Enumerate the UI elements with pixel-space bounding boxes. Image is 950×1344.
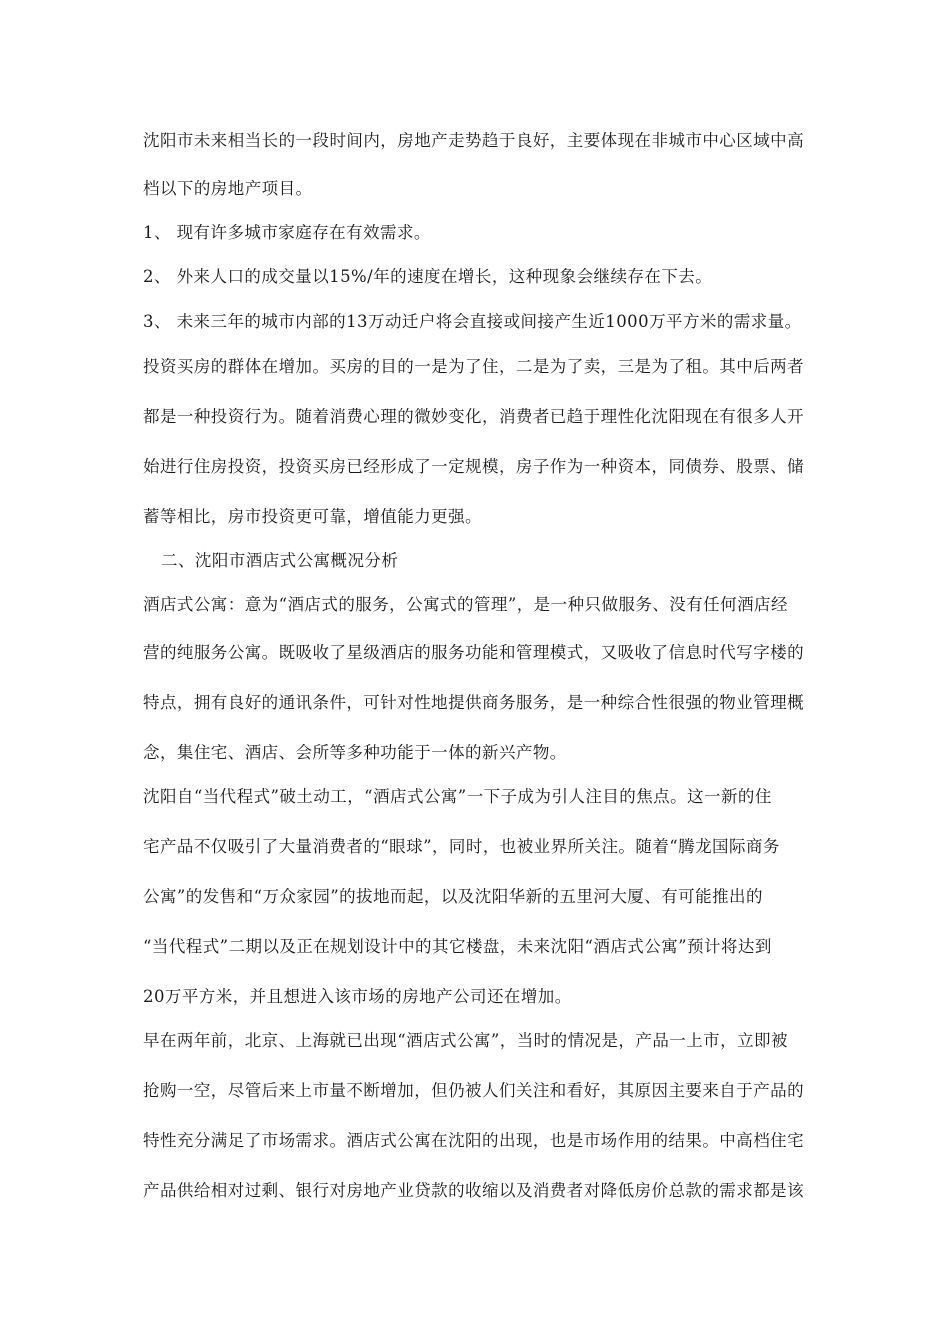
paragraph-line: 沈阳自“当代程式”破土动工，“酒店式公寓”一下子成为引人注目的焦点。这一新的住 — [143, 787, 772, 806]
paragraph-line: 宅产品不仅吸引了大量消费者的“眼球”，同时，也被业界所关注。随着“腾龙国际商务 — [143, 837, 780, 856]
paragraph-line: 投资买房的群体在增加。买房的目的一是为了住，二是为了卖，三是为了租。其中后两者 — [143, 357, 805, 376]
paragraph-line: 特性充分满足了市场需求。酒店式公寓在沈阳的出现，也是市场作用的结果。中高档住宅 — [143, 1131, 805, 1150]
paragraph-line: 抢购一空，尽管后来上市量不断增加，但仍被人们关注和看好，其原因主要来自于产品的 — [143, 1081, 805, 1100]
paragraph-line: “当代程式”二期以及正在规划设计中的其它楼盘，未来沈阳“酒店式公寓”预计将达到 — [143, 937, 772, 956]
paragraph-line: 档以下的房地产项目。 — [143, 179, 313, 198]
list-item: 3、 未来三年的城市内部的13万动迁户将会直接或间接产生近1000万平方米的需求量。 — [143, 312, 802, 331]
paragraph-line: 酒店式公寓：意为“酒店式的服务，公寓式的管理”，是一种只做服务、没有任何酒店经 — [143, 595, 788, 614]
paragraph-line: 念，集住宅、酒店、会所等多种功能于一体的新兴产物。 — [143, 743, 567, 762]
paragraph-line: 20万平方米，并且想进入该市场的房地产公司还在增加。 — [143, 987, 572, 1006]
paragraph-line: 沈阳市未来相当长的一段时间内，房地产走势趋于良好，主要体现在非城市中心区域中高 — [143, 131, 805, 150]
paragraph-line: 早在两年前，北京、上海就已出现“酒店式公寓”，当时的情况是，产品一上市，立即被 — [143, 1031, 788, 1050]
paragraph-line: 都是一种投资行为。随着消费心理的微妙变化，消费者已趋于理性化沈阳现在有很多人开 — [143, 407, 805, 426]
paragraph-line: 产品供给相对过剩、银行对房地产业贷款的收缩以及消费者对降低房价总款的需求都是该 — [143, 1181, 805, 1200]
paragraph-line: 营的纯服务公寓。既吸收了星级酒店的服务功能和管理模式，又吸收了信息时代写字楼的 — [143, 643, 805, 662]
list-item: 2、 外来人口的成交量以15%/年的速度在增长，这种现象会继续存在下去。 — [143, 267, 713, 286]
paragraph-line: 特点，拥有良好的通讯条件，可针对性地提供商务服务，是一种综合性很强的物业管理概 — [143, 693, 805, 712]
list-item: 1、 现有许多城市家庭存在有效需求。 — [143, 223, 431, 242]
paragraph-line: 公寓”的发售和“万众家园”的拔地而起，以及沈阳华新的五里河大厦、有可能推出的 — [143, 887, 763, 906]
paragraph-line: 始进行住房投资，投资买房已经形成了一定规模，房子作为一种资本，同债券、股票、储 — [143, 457, 805, 476]
section-heading: 二、沈阳市酒店式公寓概况分析 — [161, 551, 399, 570]
paragraph-line: 蓄等相比，房市投资更可靠，增值能力更强。 — [143, 507, 482, 526]
